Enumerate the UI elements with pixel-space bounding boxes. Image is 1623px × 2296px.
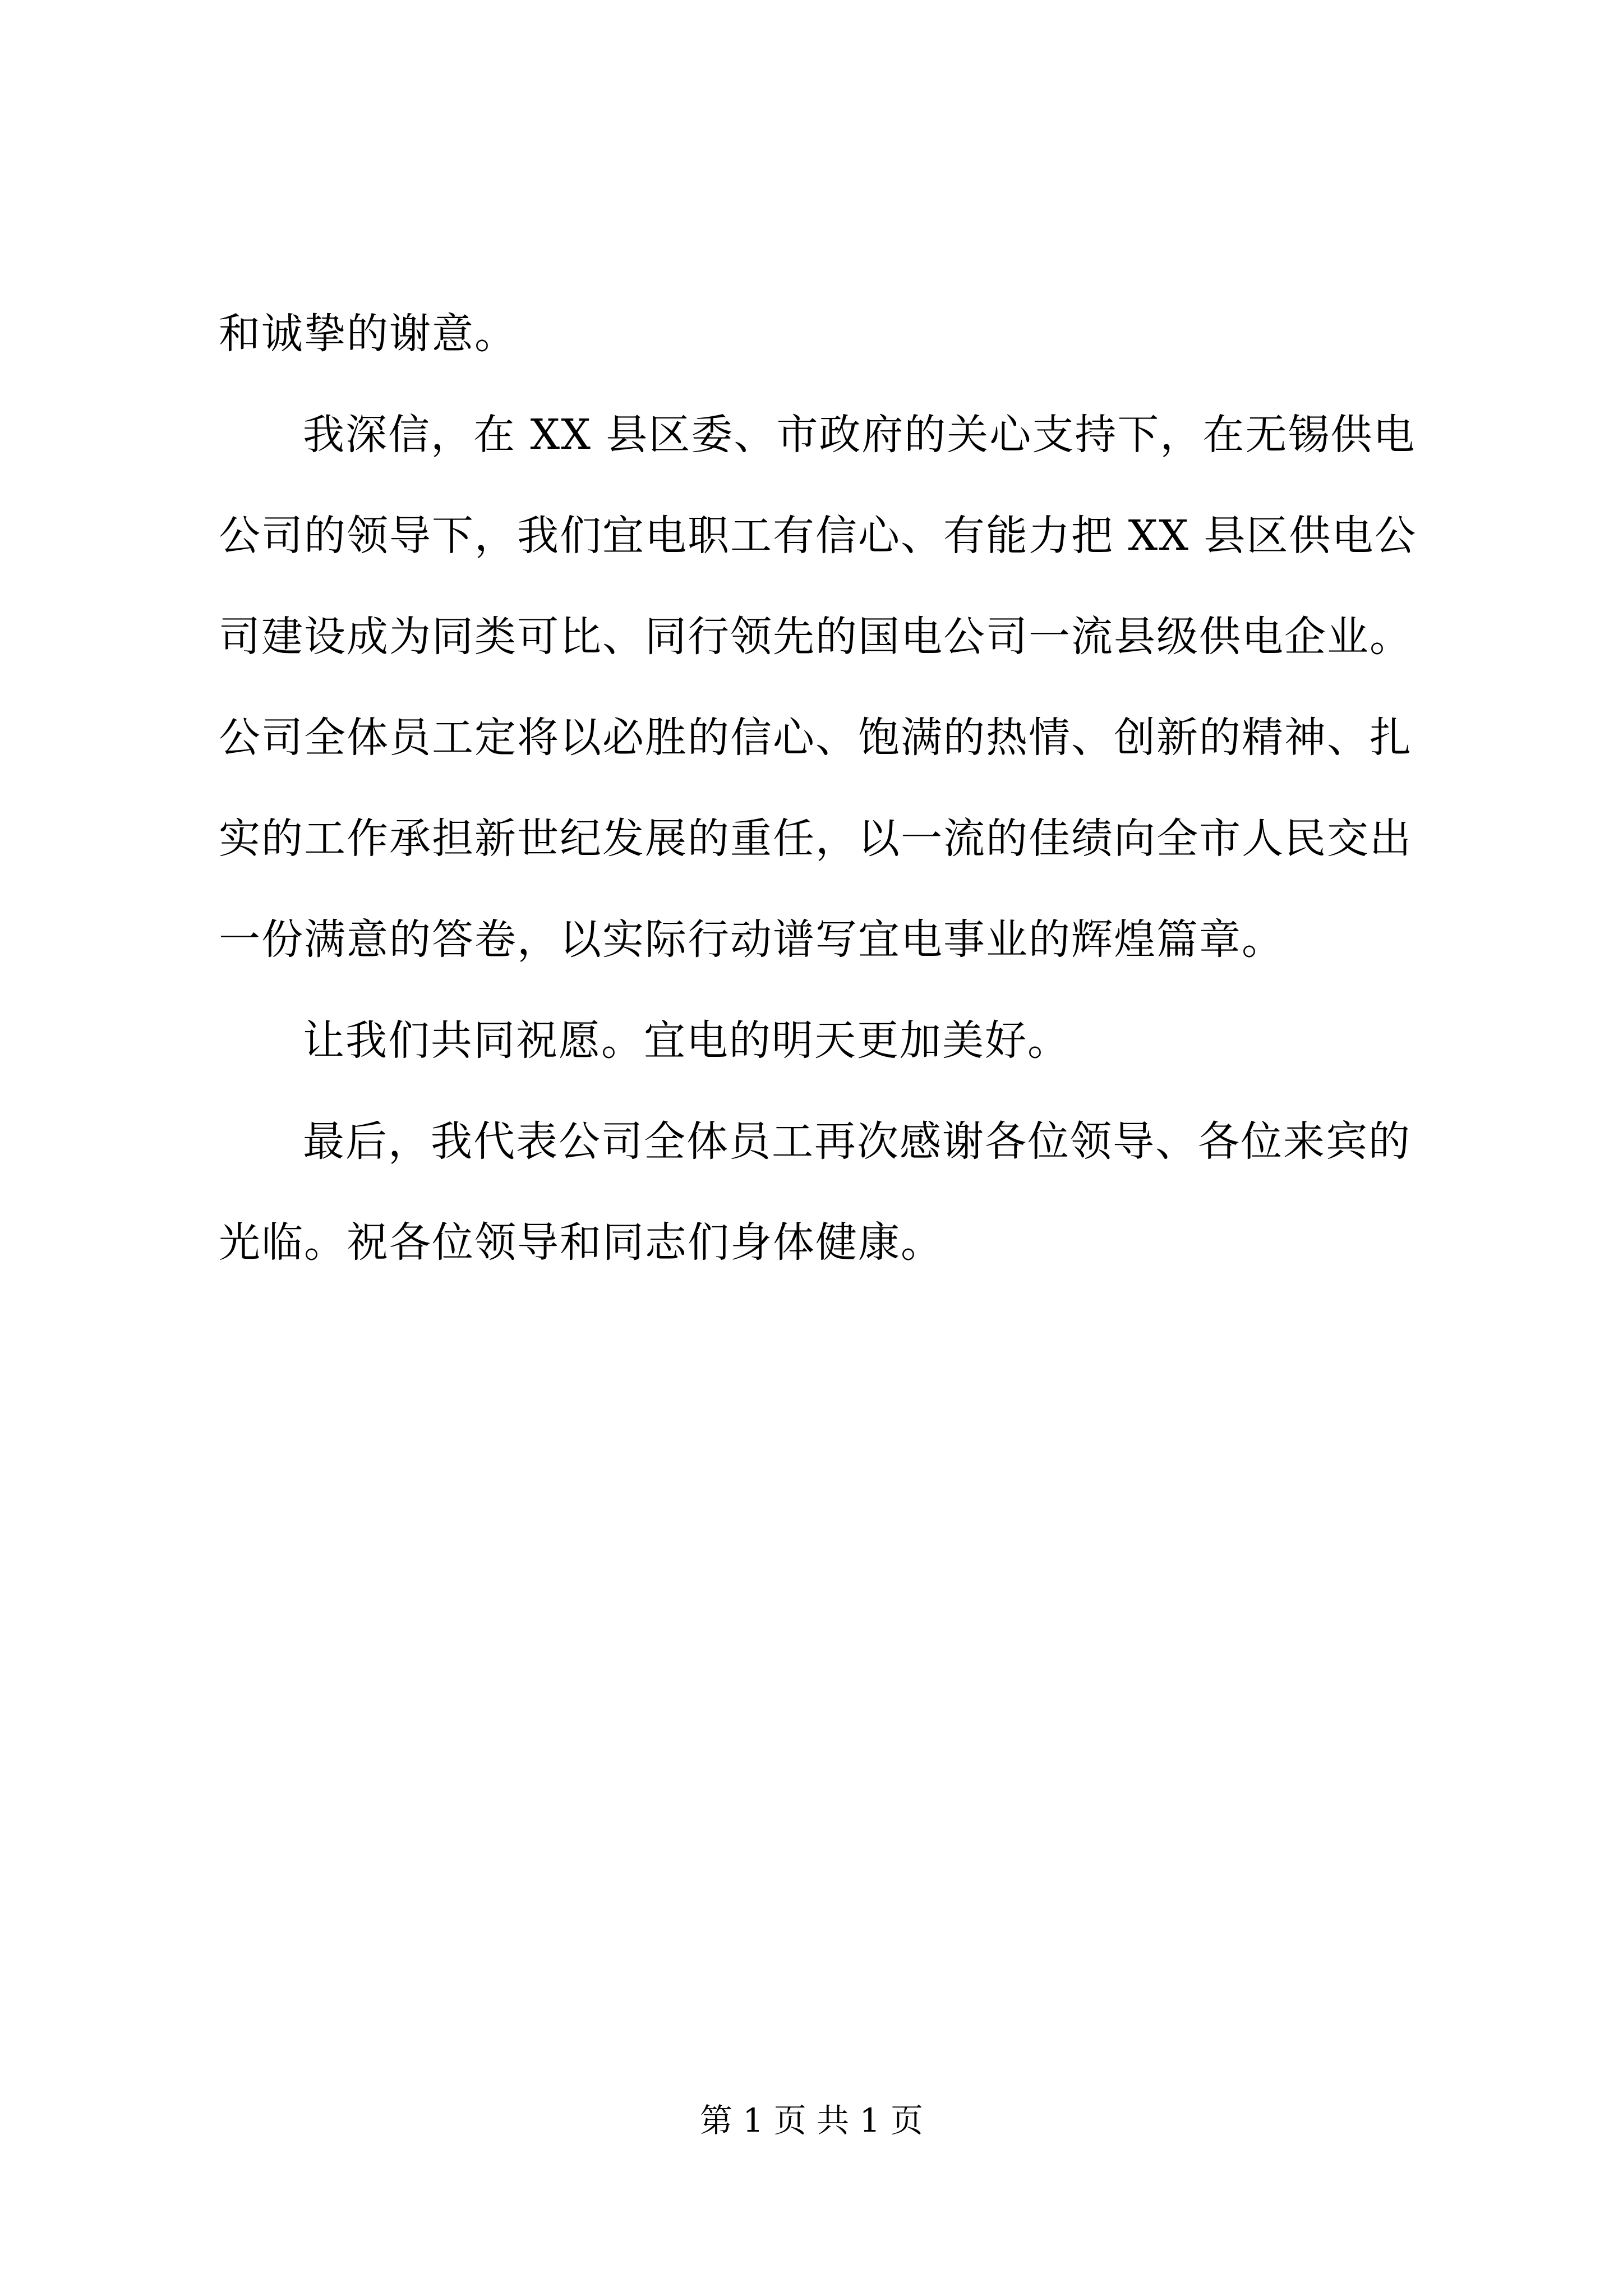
paragraph-line: 我深信，在 XX 县区委、市政府的关心支持下，在无锡供电	[303, 411, 1416, 459]
text-line: 光临。祝各位领导和同志们身体健康。	[219, 1218, 943, 1267]
text-line: 实的工作承担新世纪发展的重任，以一流的佳绩向全市人民交出	[219, 815, 1412, 863]
paragraph-line: 让我们共同祝愿。宜电的明天更加美好。	[303, 1016, 1070, 1065]
text-line: 司建设成为同类可比、同行领先的国电公司一流县级供电企业。	[219, 613, 1412, 661]
text-line: 和诚挚的谢意。	[219, 310, 517, 358]
page-footer: 第 1 页 共 1 页	[700, 2101, 923, 2139]
text-line: 一份满意的答卷，以实际行动谱写宜电事业的辉煌篇章。	[219, 915, 1284, 964]
text-line: 公司的领导下，我们宜电职工有信心、有能力把 XX 县区供电公	[219, 512, 1417, 560]
text-line: 公司全体员工定将以必胜的信心、饱满的热情、创新的精神、扎	[219, 714, 1412, 762]
paragraph-line: 最后，我代表公司全体员工再次感谢各位领导、各位来宾的	[303, 1117, 1411, 1166]
